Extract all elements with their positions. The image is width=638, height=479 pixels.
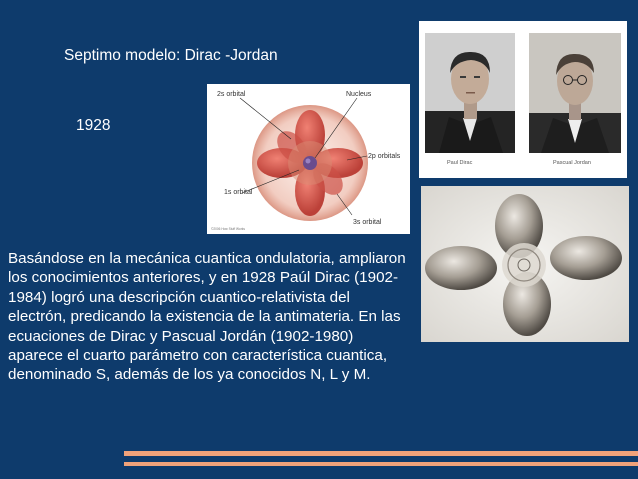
label-2s-orbital: 2s orbital (217, 91, 246, 98)
orbital-diagram-graphic (207, 84, 410, 234)
label-nucleus: Nucleus (346, 91, 372, 98)
caption-pascual-jordan: Pascual Jordan (553, 160, 591, 166)
orbital-model-graphic (421, 186, 629, 342)
slide-year: 1928 (76, 117, 111, 134)
caption-paul-dirac: Paul Dirac (447, 160, 473, 166)
accent-bar (124, 451, 638, 456)
diagram-credit: ©2006 How Stuff Works (211, 227, 245, 231)
portrait-paul-dirac (425, 33, 515, 153)
accent-bar-lower (124, 462, 638, 466)
label-2p-orbitals: 2p orbitals (368, 153, 401, 160)
label-1s-orbital: 1s orbital (224, 189, 253, 196)
portrait-pascual-jordan (529, 33, 621, 153)
orbital-diagram (207, 84, 410, 234)
label-3s-orbital: 3s orbital (353, 219, 382, 226)
slide-body-text: Basándose en la mecánica cuantica ondulatoria, ampliaron los conocimientos anteriores, y en 1928 Paúl Dirac (1902-1984) logró una descripción cuantico-relativista del electrón, predicando la existencia de la antimateria. En las ecuaciones de Dirac y Pascual Jordán (1902-1980) aparece el cuarto parámetro con característica cuantica, denominado S, además de los ya conocidos N, L y M. (8, 250, 406, 384)
portraits-image (419, 21, 627, 178)
slide-title: Septimo modelo: Dirac -Jordan (64, 47, 278, 64)
orbital-model-photo (421, 186, 629, 342)
nucleus-icon (303, 156, 317, 170)
portraits-graphic (419, 21, 627, 178)
